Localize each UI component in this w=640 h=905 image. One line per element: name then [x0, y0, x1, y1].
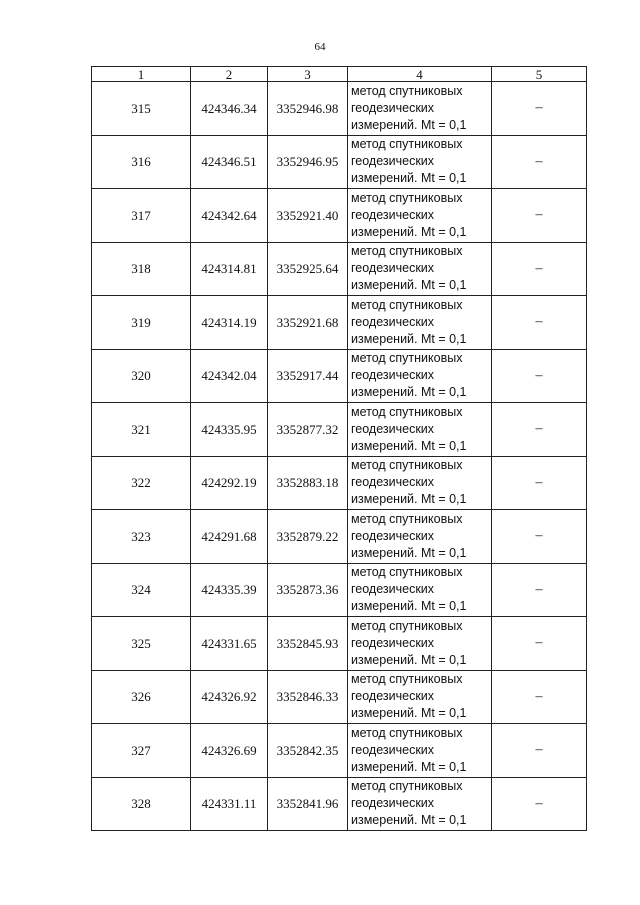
- method-line: геодезических: [351, 368, 435, 383]
- method-line: метод спутниковых: [351, 511, 463, 526]
- point-number-cell: 325: [92, 617, 191, 671]
- table-row: [92, 617, 587, 671]
- x-coordinate-cell: 424314.19: [191, 296, 268, 350]
- point-number-cell: 323: [92, 510, 191, 564]
- method-line: геодезических: [351, 742, 435, 757]
- x-coordinate-cell: 424331.65: [191, 617, 268, 671]
- column-header: 2: [191, 67, 268, 82]
- y-coordinate-cell: 3352917.44: [268, 349, 348, 403]
- y-coordinate-cell: 3352873.36: [268, 563, 348, 617]
- method-cell: [348, 189, 492, 243]
- coordinates-table: [91, 66, 587, 831]
- method-line: измерений. Mt = 0,1: [351, 652, 467, 667]
- method-line: метод спутниковых: [351, 83, 463, 98]
- method-cell: [348, 456, 492, 510]
- point-number-cell: 327: [92, 724, 191, 778]
- table-row: [92, 724, 587, 778]
- method-line: измерений. Mt = 0,1: [351, 706, 467, 721]
- method-line: метод спутниковых: [351, 190, 463, 205]
- x-coordinate-cell: 424346.34: [191, 82, 268, 136]
- method-line: измерений. Mt = 0,1: [351, 385, 467, 400]
- y-coordinate-cell: 3352925.64: [268, 242, 348, 296]
- x-coordinate-cell: 424335.95: [191, 403, 268, 457]
- description-cell: –: [492, 296, 587, 350]
- method-cell: [348, 349, 492, 403]
- point-number-cell: 320: [92, 349, 191, 403]
- method-cell: [348, 242, 492, 296]
- x-coordinate-cell: 424326.92: [191, 670, 268, 724]
- description-cell: –: [492, 617, 587, 671]
- method-line: метод спутниковых: [351, 244, 463, 259]
- column-header: 4: [348, 67, 492, 82]
- y-coordinate-cell: 3352883.18: [268, 456, 348, 510]
- description-cell: –: [492, 777, 587, 831]
- table-row: [92, 777, 587, 831]
- method-line: метод спутниковых: [351, 351, 463, 366]
- point-number-cell: 318: [92, 242, 191, 296]
- x-coordinate-cell: 424342.04: [191, 349, 268, 403]
- y-coordinate-cell: 3352879.22: [268, 510, 348, 564]
- table-header-row: [92, 67, 587, 82]
- method-line: измерений. Mt = 0,1: [351, 599, 467, 614]
- method-line: метод спутниковых: [351, 458, 463, 473]
- description-cell: –: [492, 456, 587, 510]
- table-body: [92, 82, 587, 831]
- method-cell: [348, 135, 492, 189]
- x-coordinate-cell: 424335.39: [191, 563, 268, 617]
- description-cell: –: [492, 349, 587, 403]
- method-line: метод спутниковых: [351, 137, 463, 152]
- method-cell: [348, 724, 492, 778]
- point-number-cell: 319: [92, 296, 191, 350]
- method-line: геодезических: [351, 100, 435, 115]
- method-line: измерений. Mt = 0,1: [351, 759, 467, 774]
- method-line: метод спутниковых: [351, 672, 463, 687]
- point-number-cell: 328: [92, 777, 191, 831]
- method-cell: [348, 403, 492, 457]
- method-line: измерений. Mt = 0,1: [351, 492, 467, 507]
- x-coordinate-cell: 424291.68: [191, 510, 268, 564]
- method-line: измерений. Mt = 0,1: [351, 438, 467, 453]
- page-number: 64: [314, 41, 326, 53]
- method-line: геодезических: [351, 635, 435, 650]
- method-line: метод спутниковых: [351, 618, 463, 633]
- method-line: метод спутниковых: [351, 779, 463, 794]
- table-row: [92, 296, 587, 350]
- y-coordinate-cell: 3352845.93: [268, 617, 348, 671]
- method-line: метод спутниковых: [351, 297, 463, 312]
- y-coordinate-cell: 3352842.35: [268, 724, 348, 778]
- method-cell: [348, 82, 492, 136]
- description-cell: –: [492, 510, 587, 564]
- description-cell: –: [492, 563, 587, 617]
- method-line: измерений. Mt = 0,1: [351, 545, 467, 560]
- method-cell: [348, 777, 492, 831]
- table-row: [92, 189, 587, 243]
- method-line: геодезических: [351, 528, 435, 543]
- point-number-cell: 317: [92, 189, 191, 243]
- method-line: измерений. Mt = 0,1: [351, 117, 467, 132]
- column-header: 1: [92, 67, 191, 82]
- method-line: геодезических: [351, 207, 435, 222]
- method-line: метод спутниковых: [351, 404, 463, 419]
- y-coordinate-cell: 3352841.96: [268, 777, 348, 831]
- table-row: [92, 403, 587, 457]
- description-cell: –: [492, 82, 587, 136]
- y-coordinate-cell: 3352846.33: [268, 670, 348, 724]
- table-row: [92, 510, 587, 564]
- method-line: геодезических: [351, 314, 435, 329]
- column-header: 3: [268, 67, 348, 82]
- method-line: метод спутниковых: [351, 565, 463, 580]
- y-coordinate-cell: 3352877.32: [268, 403, 348, 457]
- column-header: 5: [492, 67, 587, 82]
- method-cell: [348, 563, 492, 617]
- description-cell: –: [492, 242, 587, 296]
- x-coordinate-cell: 424342.64: [191, 189, 268, 243]
- method-line: измерений. Mt = 0,1: [351, 278, 467, 293]
- description-cell: –: [492, 189, 587, 243]
- description-cell: –: [492, 403, 587, 457]
- method-line: геодезических: [351, 796, 435, 811]
- method-line: измерений. Mt = 0,1: [351, 171, 467, 186]
- description-cell: –: [492, 670, 587, 724]
- method-line: измерений. Mt = 0,1: [351, 331, 467, 346]
- table-row: [92, 349, 587, 403]
- method-line: геодезических: [351, 261, 435, 276]
- method-line: измерений. Mt = 0,1: [351, 224, 467, 239]
- method-cell: [348, 670, 492, 724]
- y-coordinate-cell: 3352921.40: [268, 189, 348, 243]
- method-cell: [348, 296, 492, 350]
- table-row: [92, 242, 587, 296]
- x-coordinate-cell: 424292.19: [191, 456, 268, 510]
- y-coordinate-cell: 3352921.68: [268, 296, 348, 350]
- table-row: [92, 135, 587, 189]
- table-row: [92, 563, 587, 617]
- method-line: метод спутниковых: [351, 725, 463, 740]
- y-coordinate-cell: 3352946.95: [268, 135, 348, 189]
- point-number-cell: 322: [92, 456, 191, 510]
- method-line: измерений. Mt = 0,1: [351, 813, 467, 828]
- x-coordinate-cell: 424331.11: [191, 777, 268, 831]
- table-row: [92, 456, 587, 510]
- point-number-cell: 316: [92, 135, 191, 189]
- method-line: геодезических: [351, 475, 435, 490]
- point-number-cell: 324: [92, 563, 191, 617]
- x-coordinate-cell: 424326.69: [191, 724, 268, 778]
- x-coordinate-cell: 424346.51: [191, 135, 268, 189]
- method-cell: [348, 617, 492, 671]
- method-line: геодезических: [351, 154, 435, 169]
- table-row: [92, 82, 587, 136]
- method-line: геодезических: [351, 582, 435, 597]
- point-number-cell: 315: [92, 82, 191, 136]
- description-cell: –: [492, 135, 587, 189]
- method-line: геодезических: [351, 421, 435, 436]
- description-cell: –: [492, 724, 587, 778]
- table-row: [92, 670, 587, 724]
- method-line: геодезических: [351, 689, 435, 704]
- point-number-cell: 326: [92, 670, 191, 724]
- point-number-cell: 321: [92, 403, 191, 457]
- x-coordinate-cell: 424314.81: [191, 242, 268, 296]
- y-coordinate-cell: 3352946.98: [268, 82, 348, 136]
- method-cell: [348, 510, 492, 564]
